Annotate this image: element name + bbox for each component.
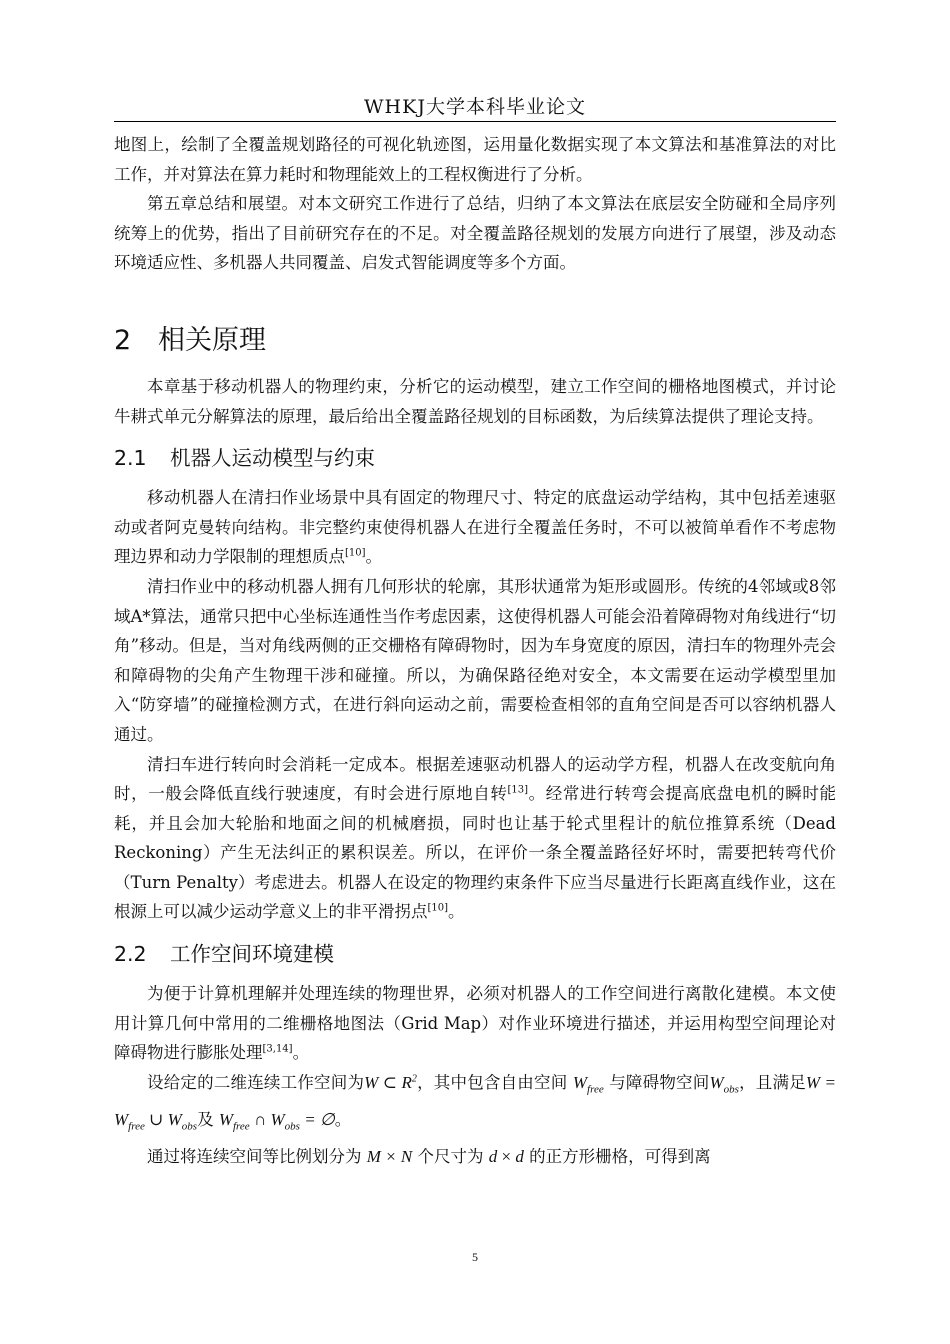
math-expression: $W_{obs}$	[709, 1072, 739, 1096]
paragraph: 通过将连续空间等比例划分为 M × N 个尺寸为 d × d 的正方形栅格，可得到离	[147, 1146, 711, 1166]
section-title: 机器人运动模型与约束	[170, 446, 375, 471]
paragraph: 地图上，绘制了全覆盖规划路径的可视化轨迹图，运用量化数据实现了本文算法和基准算法的对比工作，并对算法在算力耗时和物理能效上的工程权衡进行了分析。	[114, 135, 836, 184]
math-expression: $W_{free}$ ∩ $W_{obs}$ = ∅	[218, 1109, 335, 1133]
paragraph: 第五章总结和展望。对本文研究工作进行了总结，归纳了本文算法在底层安全防碰和全局序列统筹上的优势，指出了目前研究存在的不足。对全覆盖路径规划的发展方向进行了展望，涉及动态环境适应性、多机器人共同覆盖、启发式智能调度等多个方面。	[114, 194, 836, 273]
paragraph: 本章基于移动机器人的物理约束，分析它的运动模型，建立工作空间的栅格地图模式，并讨论牛耕式单元分解算法的原理，最后给出全覆盖路径规划的目标函数，为后续算法提供了理论支持。	[114, 376, 836, 426]
paragraph: 清扫作业中的移动机器人拥有几何形状的轮廓，其形状通常为矩形或圆形。传统的4邻域或8邻域A*算法，通常只把中心坐标连通性当作考虑因素，这使得机器人可能会沿着障碍物对角线进行“切角”移动。但是，当对角线两侧的正交栅格有障碍物时，因为车身宽度的原因，清扫车的物理外壳会和障碍物的尖角产生物理干涉和碰撞。所以，为确保路径绝对安全，本文需要在运动学模型里加入“防穿墙”的碰撞检测方式，在进行斜向运动之前，需要检查相邻的直角空间是否可以容纳机器人通过。	[114, 576, 836, 744]
math-expression: $W_{free}$	[572, 1072, 604, 1096]
paragraph: 移动机器人在清扫作业场景中具有固定的物理尺寸、特定的底盘运动学结构，其中包括差速驱动或者阿克曼转向结构。非完整约束使得机器人在进行全覆盖任务时，不可以被简单看作不考虑物理边界和动力学限制的理想质点[10]。	[114, 488, 836, 567]
citation: [10]	[345, 547, 366, 559]
chapter-title: 相关原理	[158, 324, 266, 356]
chapter-heading	[114, 322, 836, 360]
page-number: 5	[472, 1250, 478, 1264]
chapter-number: 2	[114, 324, 132, 356]
section-title: 工作空间环境建模	[170, 942, 334, 967]
page-content	[114, 130, 836, 1171]
running-header: WHKJ大学本科毕业论文	[364, 96, 586, 118]
header-rule	[114, 121, 836, 122]
section-number: 2.2	[114, 942, 147, 967]
citation: [13]	[507, 784, 529, 796]
citation: [3,14]	[262, 1043, 293, 1055]
math-expression: $W = W_{free}$ ∪ $W_{obs}$	[114, 1072, 837, 1133]
math-expression: M × N	[366, 1146, 413, 1166]
citation: [10]	[427, 902, 449, 914]
math-expression: d × d	[488, 1146, 524, 1166]
section-heading	[114, 443, 836, 473]
section-heading	[114, 939, 836, 969]
paragraph: 为便于计算机理解并处理连续的物理世界，必须对机器人的工作空间进行离散化建模。本文使用计算几何中常用的二维栅格地图法（Grid Map）对作业环境进行描述，并运用构型空间理论对障碍物进行膨胀处理[3,14]。	[114, 984, 836, 1063]
paragraph: 设给定的二维连续工作空间为W ⊂ $R^2$，其中包含自由空间 $W_{free}$ 与障碍物空间$W_{obs}$，且满足$W = W_{free}$ ∪ $W_{obs}$及 $W_{free}$ ∩ $W_{obs}$ = ∅。	[114, 1072, 837, 1133]
section-number: 2.1	[114, 446, 147, 471]
math-expression: W ⊂ $R^2$	[364, 1072, 417, 1092]
paragraph: 清扫车进行转向时会消耗一定成本。根据差速驱动机器人的运动学方程，机器人在改变航向角时，一般会降低直线行驶速度，有时会进行原地自转[13]。经常进行转弯会提高底盘电机的瞬时能耗，并且会加大轮胎和地面之间的机械磨损，同时也让基于轮式里程计的航位推算系统（Dead Reckoning）产生无法纠正的累积误差。所以，在评价一条全覆盖路径好坏时，需要把转弯代价（Turn Penalty）考虑进去。机器人在设定的物理约束条件下应当尽量进行长距离直线作业，这在根源上可以减少运动学意义上的非平滑拐点[10]。	[114, 754, 837, 922]
